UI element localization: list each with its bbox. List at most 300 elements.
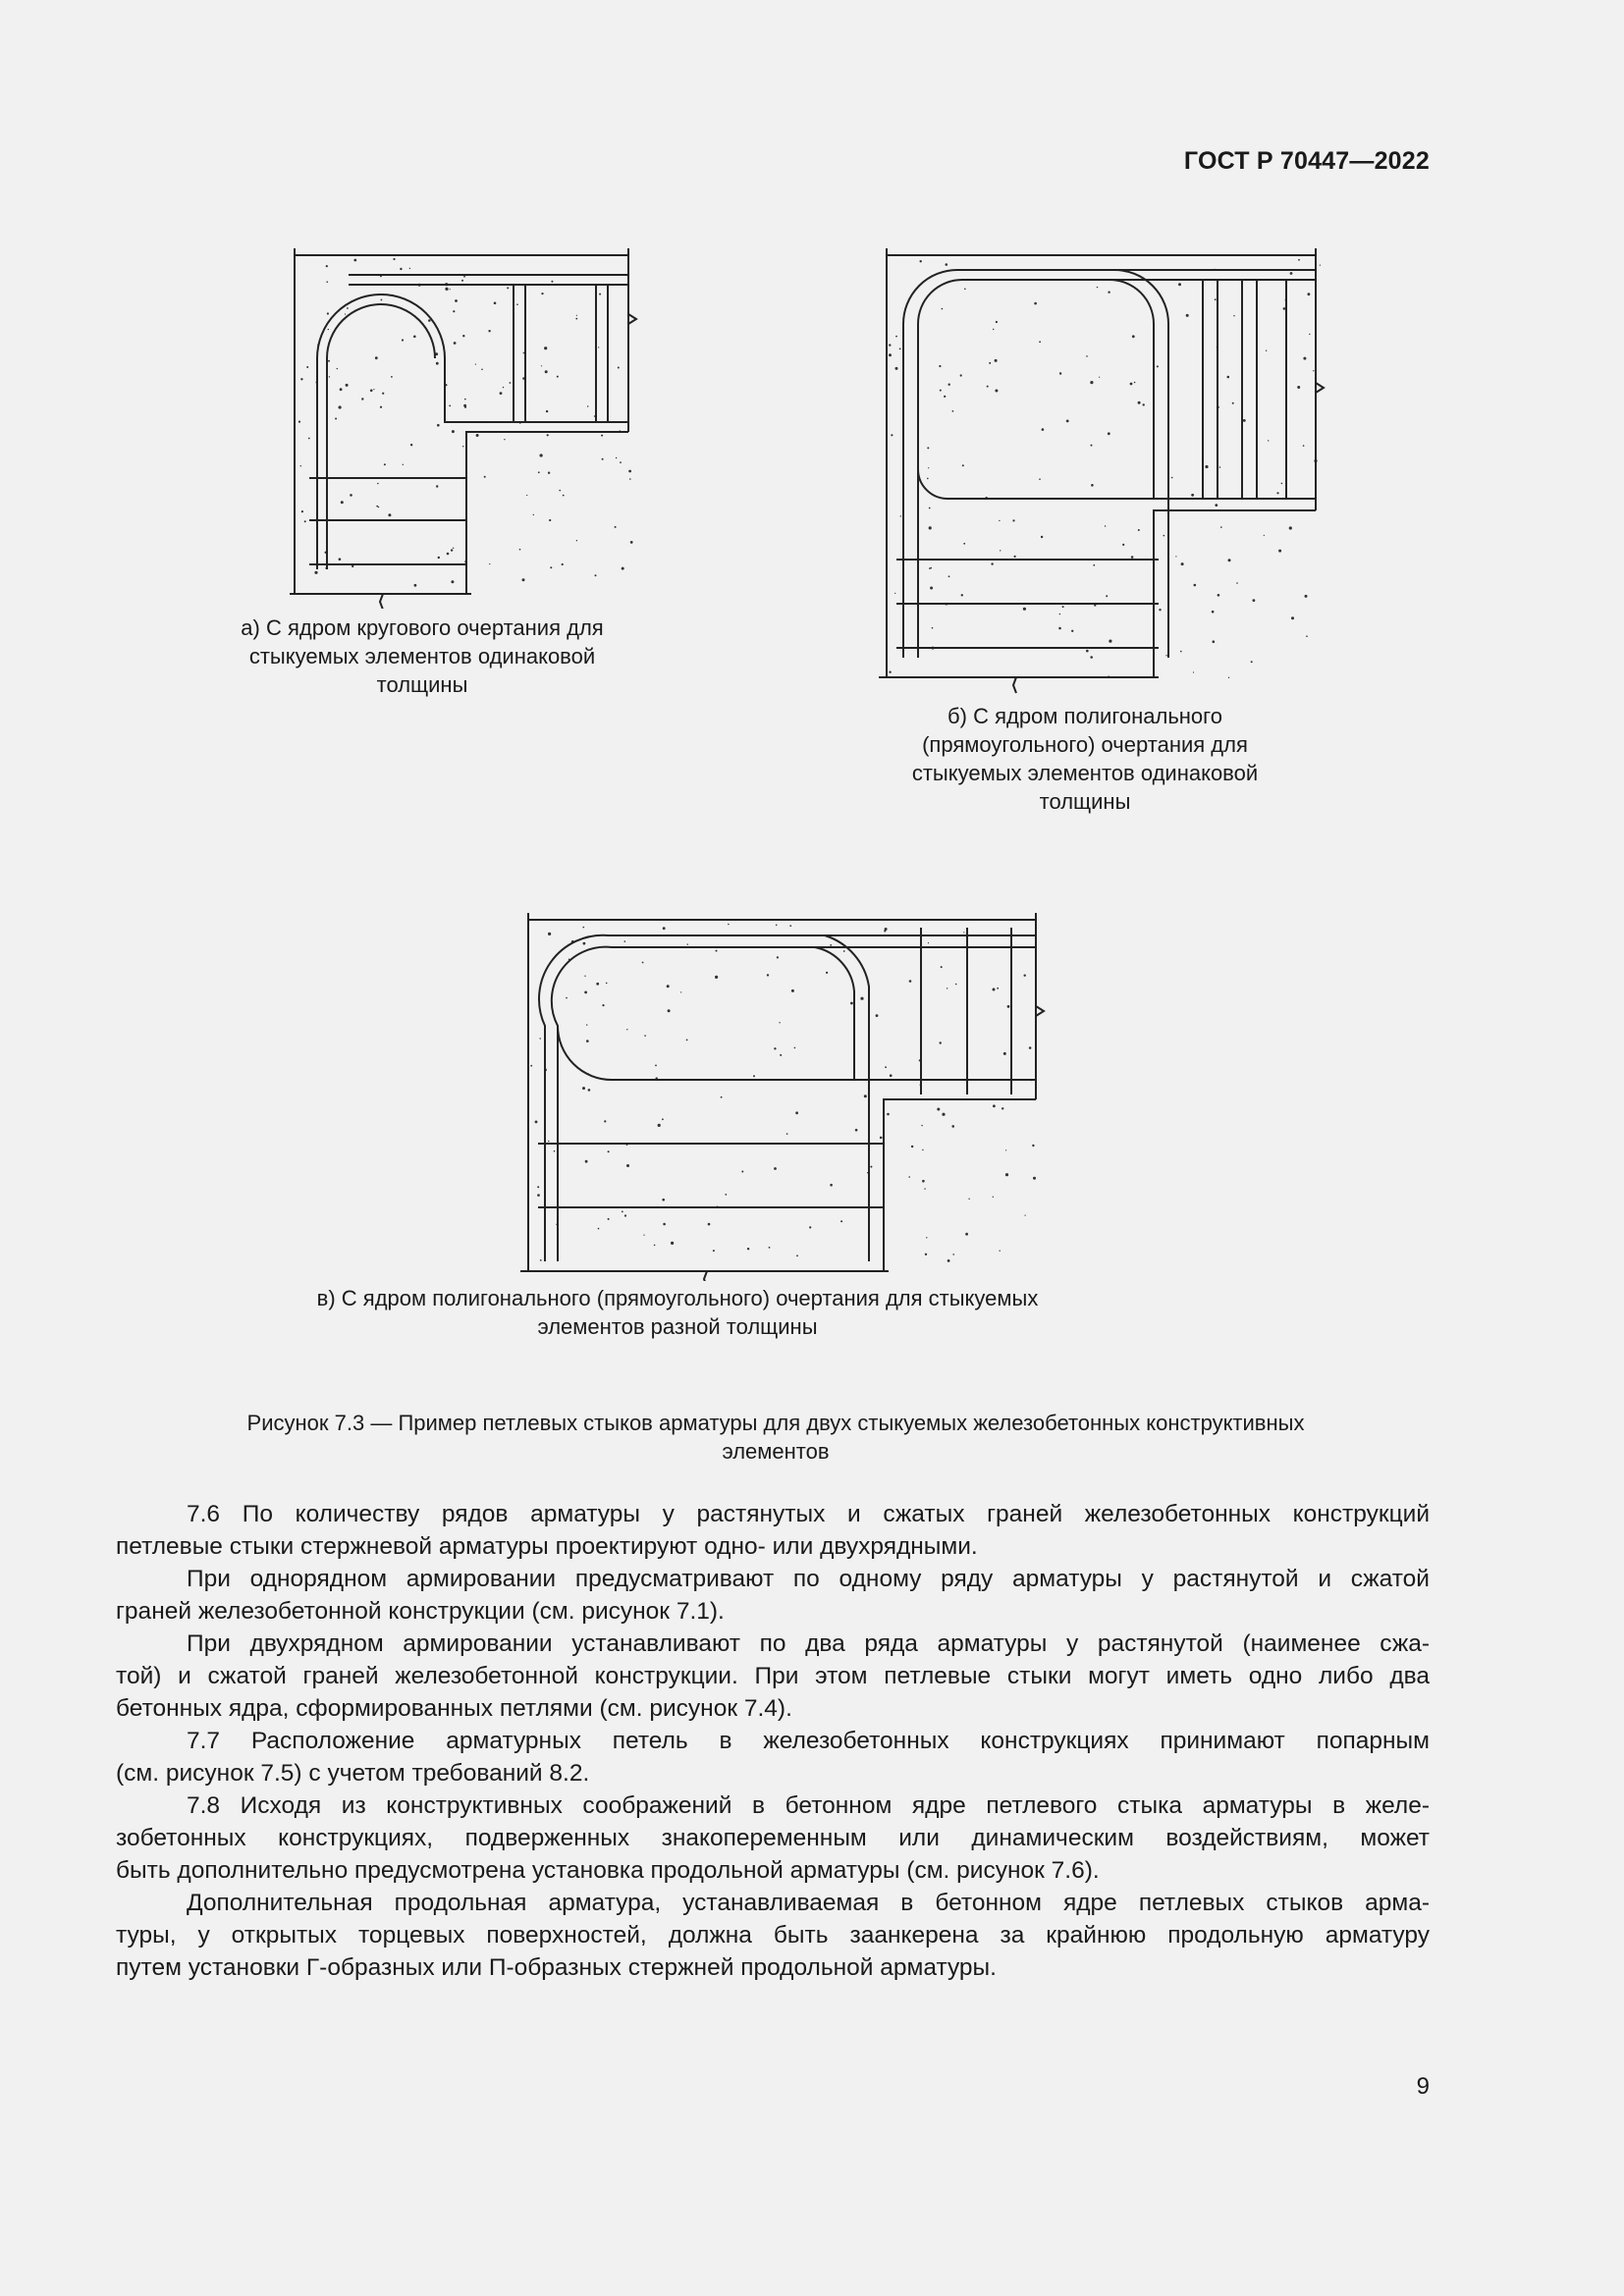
concrete-speckle — [1165, 655, 1166, 656]
concrete-speckle — [1012, 519, 1014, 521]
concrete-speckle — [575, 318, 577, 320]
concrete-speckle — [503, 387, 504, 388]
concrete-speckle — [1232, 402, 1234, 404]
concrete-speckle — [1157, 365, 1159, 367]
concrete-speckle — [1266, 350, 1267, 351]
document-header: ГОСТ Р 70447—2022 — [1183, 147, 1430, 175]
concrete-speckle — [455, 299, 458, 302]
concrete-speckle — [796, 1255, 798, 1256]
concrete-speckle — [337, 368, 338, 369]
concrete-speckle — [1205, 465, 1208, 468]
concrete-speckle — [894, 593, 895, 594]
concrete-speckle — [1228, 677, 1229, 678]
concrete-speckle — [335, 418, 337, 420]
concrete-speckle — [604, 1120, 606, 1122]
concrete-speckle — [345, 313, 346, 314]
concrete-speckle — [876, 1014, 879, 1017]
concrete-speckle — [940, 390, 942, 392]
concrete-speckle — [1023, 608, 1026, 611]
concrete-speckle — [774, 1047, 776, 1049]
concrete-speckle — [451, 580, 454, 583]
concrete-speckle — [840, 1220, 842, 1222]
caption-line: (прямоугольного) очертания для — [922, 732, 1248, 757]
concrete-speckle — [403, 464, 404, 465]
concrete-speckle — [582, 1087, 585, 1090]
concrete-speckle — [996, 321, 998, 323]
concrete-speckle — [927, 447, 929, 449]
concrete-speckle — [725, 1194, 727, 1196]
concrete-speckle — [301, 510, 303, 512]
concrete-speckle — [946, 263, 948, 266]
concrete-speckle — [326, 281, 328, 283]
concrete-speckle — [663, 927, 666, 930]
concrete-speckle — [1034, 302, 1037, 305]
concrete-speckle — [340, 388, 343, 391]
concrete-speckle — [500, 392, 503, 395]
text-line: путем установки Г-образных или П-образных стержней продольной арматуры. — [116, 1954, 997, 1981]
concrete-speckle — [947, 1259, 950, 1262]
concrete-speckle — [643, 1235, 644, 1236]
concrete-speckle — [1090, 656, 1093, 659]
concrete-speckle — [376, 506, 378, 507]
concrete-speckle — [507, 287, 509, 289]
concrete-speckle — [680, 991, 681, 992]
concrete-speckle — [547, 434, 549, 436]
concrete-speckle — [384, 463, 386, 465]
concrete-speckle — [452, 430, 455, 433]
concrete-speckle — [1308, 293, 1311, 295]
concrete-speckle — [393, 258, 395, 260]
concrete-speckle — [741, 1171, 743, 1173]
concrete-speckle — [855, 1129, 858, 1132]
concrete-speckle — [537, 1186, 539, 1188]
concrete-speckle — [1093, 564, 1095, 566]
figure-b-drawing — [879, 245, 1330, 697]
concrete-speckle — [559, 490, 561, 492]
concrete-speckle — [583, 927, 585, 929]
concrete-speckle — [606, 983, 608, 985]
concrete-speckle — [1171, 477, 1173, 479]
concrete-speckle — [414, 584, 417, 587]
concrete-speckle — [942, 308, 944, 310]
concrete-speckle — [450, 289, 451, 290]
concrete-speckle — [1138, 529, 1140, 531]
concrete-speckle — [488, 330, 490, 332]
concrete-speckle — [1290, 272, 1293, 275]
concrete-speckle — [1005, 1149, 1006, 1150]
concrete-speckle — [1025, 1215, 1026, 1216]
concrete-speckle — [608, 1150, 610, 1152]
concrete-speckle — [1007, 1005, 1010, 1008]
concrete-speckle — [716, 950, 718, 952]
concrete-speckle — [545, 370, 548, 373]
concrete-speckle — [942, 1113, 945, 1116]
concrete-speckle — [620, 461, 622, 463]
concrete-speckle — [999, 520, 1000, 521]
concrete-speckle — [921, 1125, 922, 1126]
text-line: При двухрядном армировании устанавливают по два ряда арматуры у растянутой (наименее сжа- — [187, 1630, 1430, 1657]
concrete-speckle — [586, 1040, 589, 1042]
concrete-speckle — [328, 360, 330, 362]
concrete-speckle — [566, 997, 568, 999]
concrete-speckle — [939, 365, 941, 367]
concrete-speckle — [1305, 595, 1308, 598]
concrete-speckle — [563, 495, 565, 497]
concrete-speckle — [961, 594, 963, 596]
concrete-speckle — [540, 454, 543, 456]
concrete-speckle — [728, 924, 730, 926]
concrete-speckle — [1181, 562, 1184, 565]
concrete-speckle — [453, 548, 454, 549]
concrete-speckle — [658, 1124, 661, 1127]
concrete-speckle — [454, 342, 457, 345]
concrete-speckle — [1097, 287, 1098, 288]
concrete-speckle — [615, 526, 617, 528]
body-text — [116, 1498, 1430, 1984]
text-line: При однорядном армировании предусматривают по одному ряду арматуры у растянутой и сжатой — [187, 1566, 1430, 1592]
caption-line: в) С ядром полигонального (прямоугольного) очертания для стыкуемых — [316, 1286, 1039, 1310]
concrete-speckle — [361, 398, 363, 400]
concrete-speckle — [616, 457, 617, 458]
concrete-speckle — [1039, 341, 1041, 343]
concrete-speckle — [948, 575, 950, 577]
concrete-speckle — [300, 465, 301, 466]
concrete-speckle — [1108, 292, 1110, 294]
text-line: (см. рисунок 7.5) с учетом требований 8.2. — [116, 1760, 590, 1787]
concrete-speckle — [538, 471, 540, 473]
caption-line: элементов разной толщины — [537, 1314, 818, 1339]
caption-line: стыкуемых элементов одинаковой — [248, 644, 596, 668]
concrete-speckle — [522, 578, 525, 581]
concrete-speckle — [453, 310, 455, 312]
concrete-speckle — [381, 299, 383, 301]
concrete-speckle — [339, 558, 342, 561]
caption-line: а) С ядром кругового очертания для — [241, 615, 604, 640]
concrete-speckle — [891, 434, 893, 436]
concrete-speckle — [1039, 478, 1041, 480]
concrete-speckle — [447, 553, 450, 556]
concrete-speckle — [774, 1167, 777, 1170]
concrete-speckle — [548, 472, 550, 474]
concrete-speckle — [1001, 1107, 1003, 1109]
concrete-speckle — [1180, 651, 1182, 653]
concrete-speckle — [1268, 440, 1269, 441]
concrete-speckle — [993, 329, 994, 330]
concrete-speckle — [963, 932, 964, 933]
concrete-speckle — [481, 369, 483, 371]
concrete-speckle — [380, 406, 382, 408]
concrete-speckle — [541, 293, 543, 294]
concrete-speckle — [1298, 259, 1300, 261]
concrete-speckle — [944, 396, 946, 398]
concrete-speckle — [753, 1075, 755, 1077]
concrete-speckle — [1000, 550, 1001, 551]
concrete-speckle — [382, 393, 384, 395]
concrete-speckle — [1306, 635, 1308, 637]
concrete-speckle — [870, 1166, 872, 1168]
concrete-speckle — [628, 470, 631, 473]
concrete-speckle — [955, 984, 957, 986]
concrete-speckle — [1032, 1145, 1034, 1147]
concrete-speckle — [462, 446, 463, 447]
concrete-speckle — [300, 378, 302, 380]
concrete-speckle — [654, 1245, 656, 1247]
concrete-speckle — [769, 1247, 771, 1249]
concrete-speckle — [713, 1250, 715, 1252]
concrete-speckle — [928, 942, 929, 943]
concrete-speckle — [1194, 584, 1197, 587]
concrete-speckle — [436, 362, 439, 365]
concrete-speckle — [464, 399, 466, 400]
concrete-speckle — [1014, 556, 1016, 558]
concrete-speckle — [550, 566, 552, 568]
concrete-speckle — [410, 444, 412, 446]
concrete-speckle — [526, 495, 527, 496]
concrete-speckle — [608, 1218, 610, 1220]
figure-a-caption — [187, 614, 658, 699]
concrete-speckle — [667, 985, 670, 988]
concrete-speckle — [1099, 377, 1100, 378]
concrete-speckle — [1132, 335, 1135, 338]
concrete-speckle — [911, 1146, 913, 1148]
concrete-speckle — [328, 329, 329, 330]
concrete-speckle — [533, 514, 534, 515]
concrete-speckle — [445, 288, 448, 291]
concrete-speckle — [890, 1074, 893, 1077]
concrete-speckle — [1000, 1251, 1001, 1252]
concrete-speckle — [551, 281, 553, 283]
text-line: граней железобетонной конструкции (см. рисунок 7.1). — [116, 1598, 725, 1625]
concrete-speckle — [629, 478, 631, 480]
concrete-speckle — [409, 268, 410, 269]
text-line: бетонных ядра, сформированных петлями (см. рисунок 7.4). — [116, 1695, 792, 1722]
concrete-speckle — [314, 571, 317, 574]
concrete-speckle — [789, 925, 791, 927]
text-line: 7.6 По количеству рядов арматуры у растянутых и сжатых граней железобетонных конструкций — [187, 1501, 1430, 1527]
concrete-speckle — [671, 1242, 674, 1245]
concrete-speckle — [353, 259, 356, 262]
figure-title-line: Рисунок 7.3 — Пример петлевых стыков арматуры для двух стыкуемых железобетонных конструктивных — [246, 1411, 1305, 1435]
text-line: той) и сжатой граней железобетонной конструкции. При этом петлевые стыки могут иметь одно либо два — [116, 1663, 1430, 1689]
concrete-speckle — [1233, 315, 1234, 316]
concrete-speckle — [476, 434, 479, 437]
concrete-speckle — [624, 940, 626, 942]
concrete-speckle — [843, 950, 845, 952]
concrete-speckle — [1066, 420, 1069, 423]
concrete-speckle — [864, 1095, 867, 1097]
concrete-speckle — [927, 478, 929, 480]
concrete-speckle — [1059, 372, 1061, 374]
concrete-speckle — [962, 464, 964, 466]
concrete-speckle — [1289, 526, 1292, 529]
concrete-speckle — [885, 1066, 887, 1068]
concrete-speckle — [1186, 314, 1189, 317]
concrete-speckle — [968, 1199, 969, 1200]
concrete-speckle — [850, 1002, 853, 1005]
concrete-speckle — [930, 587, 933, 590]
concrete-speckle — [1058, 627, 1061, 630]
concrete-speckle — [687, 943, 688, 944]
concrete-speckle — [965, 1233, 968, 1236]
concrete-speckle — [484, 476, 486, 478]
concrete-speckle — [909, 980, 912, 983]
concrete-speckle — [932, 627, 934, 629]
concrete-speckle — [941, 966, 943, 968]
concrete-speckle — [586, 1024, 587, 1025]
concrete-speckle — [1029, 1046, 1032, 1049]
concrete-speckle — [987, 386, 989, 388]
concrete-speckle — [777, 956, 779, 958]
concrete-speckle — [951, 1125, 954, 1128]
concrete-speckle — [370, 390, 373, 393]
concrete-speckle — [995, 390, 998, 393]
concrete-speckle — [908, 1176, 910, 1178]
concrete-speckle — [1091, 484, 1094, 487]
text-line: туры, у открытых торцевых поверхностей, должна быть заанкерена за крайнюю продольную арматуру — [116, 1922, 1430, 1949]
concrete-speckle — [595, 574, 597, 576]
concrete-speckle — [662, 1199, 665, 1201]
concrete-speckle — [920, 260, 922, 262]
figure-c-drawing — [520, 908, 1051, 1281]
concrete-speckle — [880, 1137, 883, 1140]
concrete-speckle — [1041, 536, 1043, 538]
concrete-speckle — [776, 925, 778, 927]
concrete-speckle — [1228, 559, 1231, 561]
concrete-speckle — [715, 976, 718, 979]
concrete-speckle — [929, 507, 931, 509]
concrete-speckle — [584, 976, 585, 977]
concrete-speckle — [924, 1188, 925, 1189]
concrete-speckle — [928, 467, 929, 468]
concrete-speckle — [339, 405, 342, 408]
concrete-speckle — [1283, 307, 1286, 310]
concrete-speckle — [887, 1113, 890, 1116]
concrete-speckle — [929, 526, 932, 529]
concrete-speckle — [922, 1149, 923, 1150]
concrete-speckle — [462, 335, 464, 337]
concrete-speckle — [791, 989, 794, 992]
figure-b-caption — [864, 702, 1306, 816]
caption-line: б) С ядром полигонального — [947, 704, 1222, 728]
concrete-speckle — [346, 384, 349, 387]
figure-title — [137, 1409, 1414, 1466]
concrete-speckle — [588, 1089, 591, 1092]
concrete-speckle — [576, 315, 577, 316]
concrete-speckle — [1297, 386, 1300, 389]
concrete-speckle — [1134, 382, 1136, 384]
concrete-speckle — [1024, 975, 1026, 977]
concrete-speckle — [626, 1029, 627, 1030]
concrete-speckle — [1303, 357, 1306, 360]
concrete-speckle — [884, 930, 886, 932]
concrete-speckle — [1042, 428, 1045, 431]
concrete-speckle — [304, 520, 306, 522]
concrete-speckle — [1219, 466, 1221, 468]
concrete-speckle — [1227, 376, 1230, 379]
concrete-speckle — [326, 265, 328, 267]
concrete-speckle — [1251, 661, 1253, 663]
concrete-speckle — [554, 1150, 556, 1152]
concrete-speckle — [1105, 525, 1106, 526]
concrete-speckle — [510, 382, 512, 384]
concrete-speckle — [622, 1211, 623, 1213]
concrete-speckle — [860, 997, 863, 1000]
concrete-speckle — [1164, 535, 1165, 537]
concrete-speckle — [1193, 671, 1194, 672]
text-line: Дополнительная продольная арматура, устанавливаемая в бетонном ядре петлевых стыков арма- — [187, 1890, 1430, 1916]
concrete-speckle — [546, 410, 548, 412]
concrete-speckle — [1213, 640, 1216, 643]
concrete-speckle — [494, 302, 497, 305]
concrete-speckle — [922, 1180, 925, 1183]
concrete-speckle — [461, 280, 463, 282]
concrete-speckle — [602, 458, 604, 460]
concrete-speckle — [626, 1164, 629, 1167]
concrete-speckle — [630, 541, 633, 544]
concrete-speckle — [622, 567, 624, 570]
concrete-speckle — [964, 289, 966, 291]
concrete-speckle — [583, 942, 586, 945]
concrete-speckle — [400, 268, 402, 270]
text-line: 7.7 Расположение арматурных петель в железобетонных конструкциях принимают попарным — [187, 1728, 1430, 1754]
concrete-speckle — [889, 344, 891, 346]
concrete-speckle — [663, 1223, 666, 1226]
concrete-speckle — [341, 501, 344, 504]
concrete-speckle — [436, 485, 438, 487]
concrete-speckle — [1243, 419, 1246, 422]
concrete-speckle — [548, 933, 551, 935]
concrete-speckle — [1131, 556, 1134, 559]
concrete-speckle — [463, 276, 465, 278]
concrete-speckle — [516, 303, 518, 305]
concrete-speckle — [960, 374, 962, 376]
concrete-speckle — [779, 1022, 780, 1023]
concrete-speckle — [930, 567, 932, 569]
concrete-speckle — [1086, 355, 1088, 357]
concrete-speckle — [747, 1248, 749, 1250]
concrete-speckle — [995, 359, 998, 362]
concrete-speckle — [530, 1065, 532, 1067]
concrete-speckle — [642, 962, 644, 964]
concrete-speckle — [602, 1004, 604, 1006]
concrete-speckle — [540, 1038, 541, 1039]
concrete-speckle — [794, 1047, 796, 1049]
concrete-speckle — [997, 988, 999, 989]
figure-c-caption — [196, 1284, 1159, 1341]
concrete-speckle — [708, 1223, 711, 1226]
concrete-speckle — [926, 1237, 927, 1238]
concrete-speckle — [1191, 494, 1194, 497]
concrete-speckle — [388, 513, 391, 516]
text-line: быть дополнительно предусмотрена установка продольной арматуры (см. рисунок 7.6). — [116, 1857, 1100, 1884]
concrete-speckle — [721, 1096, 723, 1098]
concrete-speckle — [1003, 1052, 1006, 1055]
concrete-speckle — [306, 366, 308, 368]
concrete-speckle — [1281, 483, 1283, 485]
concrete-speckle — [937, 1108, 940, 1111]
concrete-speckle — [598, 1228, 600, 1230]
concrete-speckle — [991, 562, 993, 564]
concrete-speckle — [1218, 594, 1220, 597]
concrete-speckle — [940, 1041, 942, 1043]
concrete-speckle — [537, 1194, 540, 1197]
concrete-speckle — [1090, 381, 1093, 384]
concrete-speckle — [428, 319, 431, 322]
concrete-speckle — [535, 1121, 538, 1124]
concrete-speckle — [1138, 401, 1141, 404]
concrete-speckle — [1309, 334, 1310, 335]
concrete-speckle — [1109, 640, 1111, 643]
